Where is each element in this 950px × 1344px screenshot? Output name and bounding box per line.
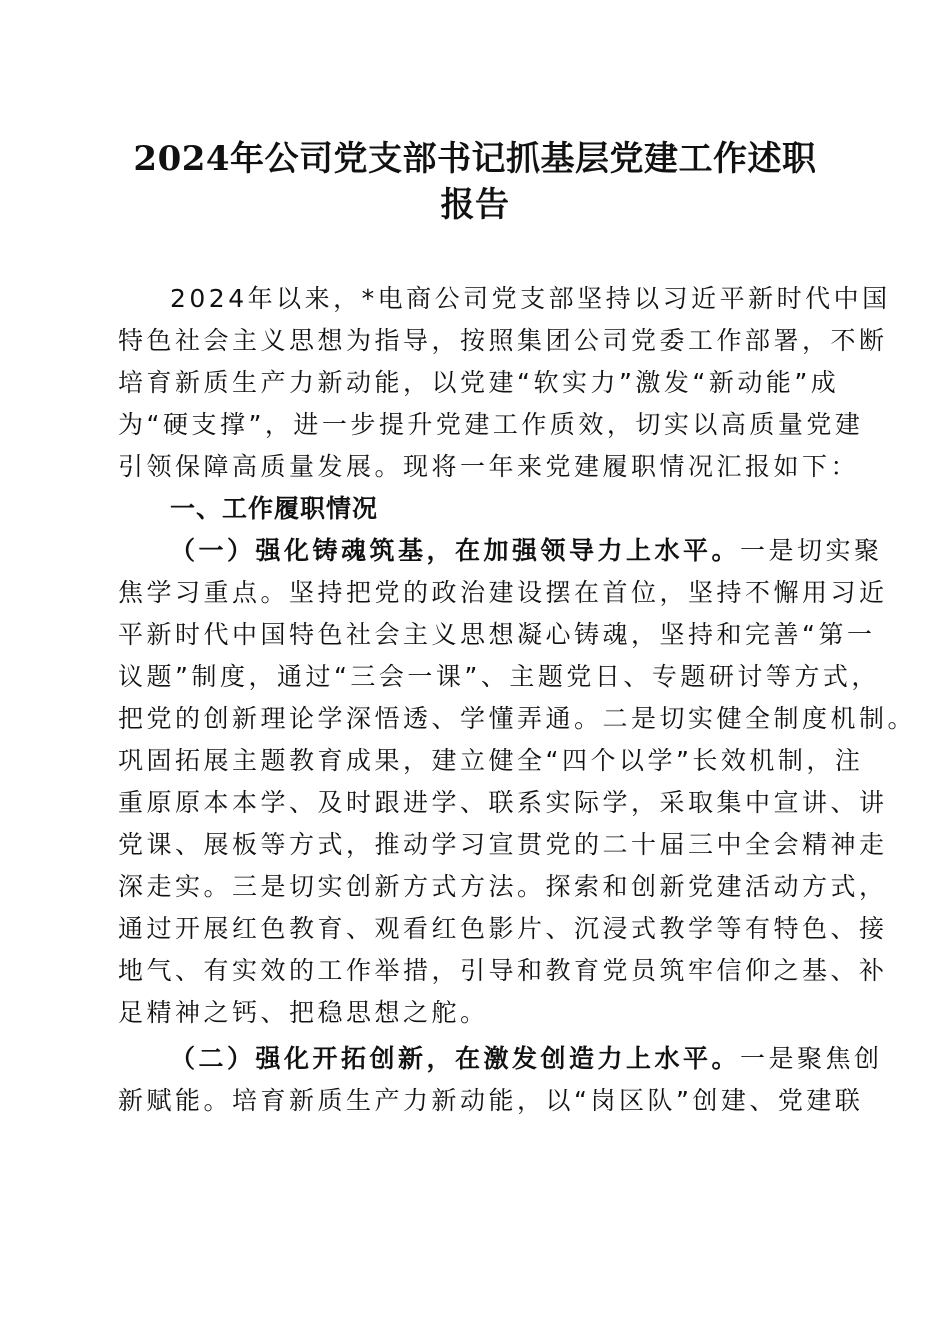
paragraph-1-line: 议题”制度，通过“三会一课”、主题党日、专题研讨等方式， bbox=[118, 662, 880, 691]
paragraph-1-line: 足精神之钙、把稳思想之舵。 bbox=[118, 998, 489, 1027]
intro-line: 为“硬支撑”，进一步提升党建工作质效，切实以高质量党建 bbox=[118, 410, 864, 439]
paragraph-1-first-line bbox=[118, 530, 883, 572]
paragraph-2 bbox=[118, 1038, 883, 1122]
paragraph-2-first-line bbox=[118, 1038, 883, 1080]
paragraph-1-line: 巩固拓展主题教育成果，建立健全“四个以学”长效机制，注 bbox=[118, 746, 864, 775]
subheading-1: （一）强化铸魂筑基，在加强领导力上水平。 bbox=[170, 536, 741, 565]
paragraph-1-first-line-rest: 一是切实聚 bbox=[740, 536, 883, 565]
paragraph-2-line: 新赋能。培育新质生产力新动能，以“岗区队”创建、党建联 bbox=[118, 1086, 864, 1115]
document-body bbox=[118, 278, 917, 1122]
paragraph-1-line: 把党的创新理论学深悟透、学懂弄通。二是切实健全制度机制。 bbox=[118, 704, 917, 733]
title-line-2: 报告 bbox=[440, 185, 510, 225]
intro-paragraph bbox=[118, 278, 891, 488]
intro-line: 引领保障高质量发展。现将一年来党建履职情况汇报如下： bbox=[118, 452, 860, 481]
paragraph-2-first-line-rest: 一是聚焦创 bbox=[740, 1044, 883, 1073]
intro-line: 培育新质生产力新动能，以党建“软实力”激发“新动能”成 bbox=[118, 368, 840, 397]
paragraph-1-line: 党课、展板等方式，推动学习宣贯党的二十届三中全会精神走 bbox=[118, 830, 888, 859]
intro-line: 2024年以来，*电商公司党支部坚持以习近平新时代中国 bbox=[170, 284, 891, 313]
title-line-1: 2024年公司党支部书记抓基层党建工作述职 bbox=[133, 139, 817, 179]
paragraph-1-line: 通过开展红色教育、观看红色影片、沉浸式教学等有特色、接 bbox=[118, 914, 888, 943]
paragraph-1-line: 焦学习重点。坚持把党的政治建设摆在首位，坚持不懈用习近 bbox=[118, 578, 888, 607]
paragraph-1 bbox=[118, 530, 917, 1034]
subheading-2: （二）强化开拓创新，在激发创造力上水平。 bbox=[170, 1044, 741, 1073]
intro-line: 特色社会主义思想为指导，按照集团公司党委工作部署，不断 bbox=[118, 326, 888, 355]
section-heading-1: 一、工作履职情况 bbox=[170, 494, 379, 523]
paragraph-1-line: 深走实。三是切实创新方式方法。探索和创新党建活动方式， bbox=[118, 872, 888, 901]
paragraph-1-line: 重原原本本学、及时跟进学、联系实际学，采取集中宣讲、讲 bbox=[118, 788, 888, 817]
paragraph-1-line: 地气、有实效的工作举措，引导和教育党员筑牢信仰之基、补 bbox=[118, 956, 888, 985]
document-title bbox=[110, 136, 840, 228]
paragraph-1-line: 平新时代中国特色社会主义思想凝心铸魂，坚持和完善“第一 bbox=[118, 620, 876, 649]
